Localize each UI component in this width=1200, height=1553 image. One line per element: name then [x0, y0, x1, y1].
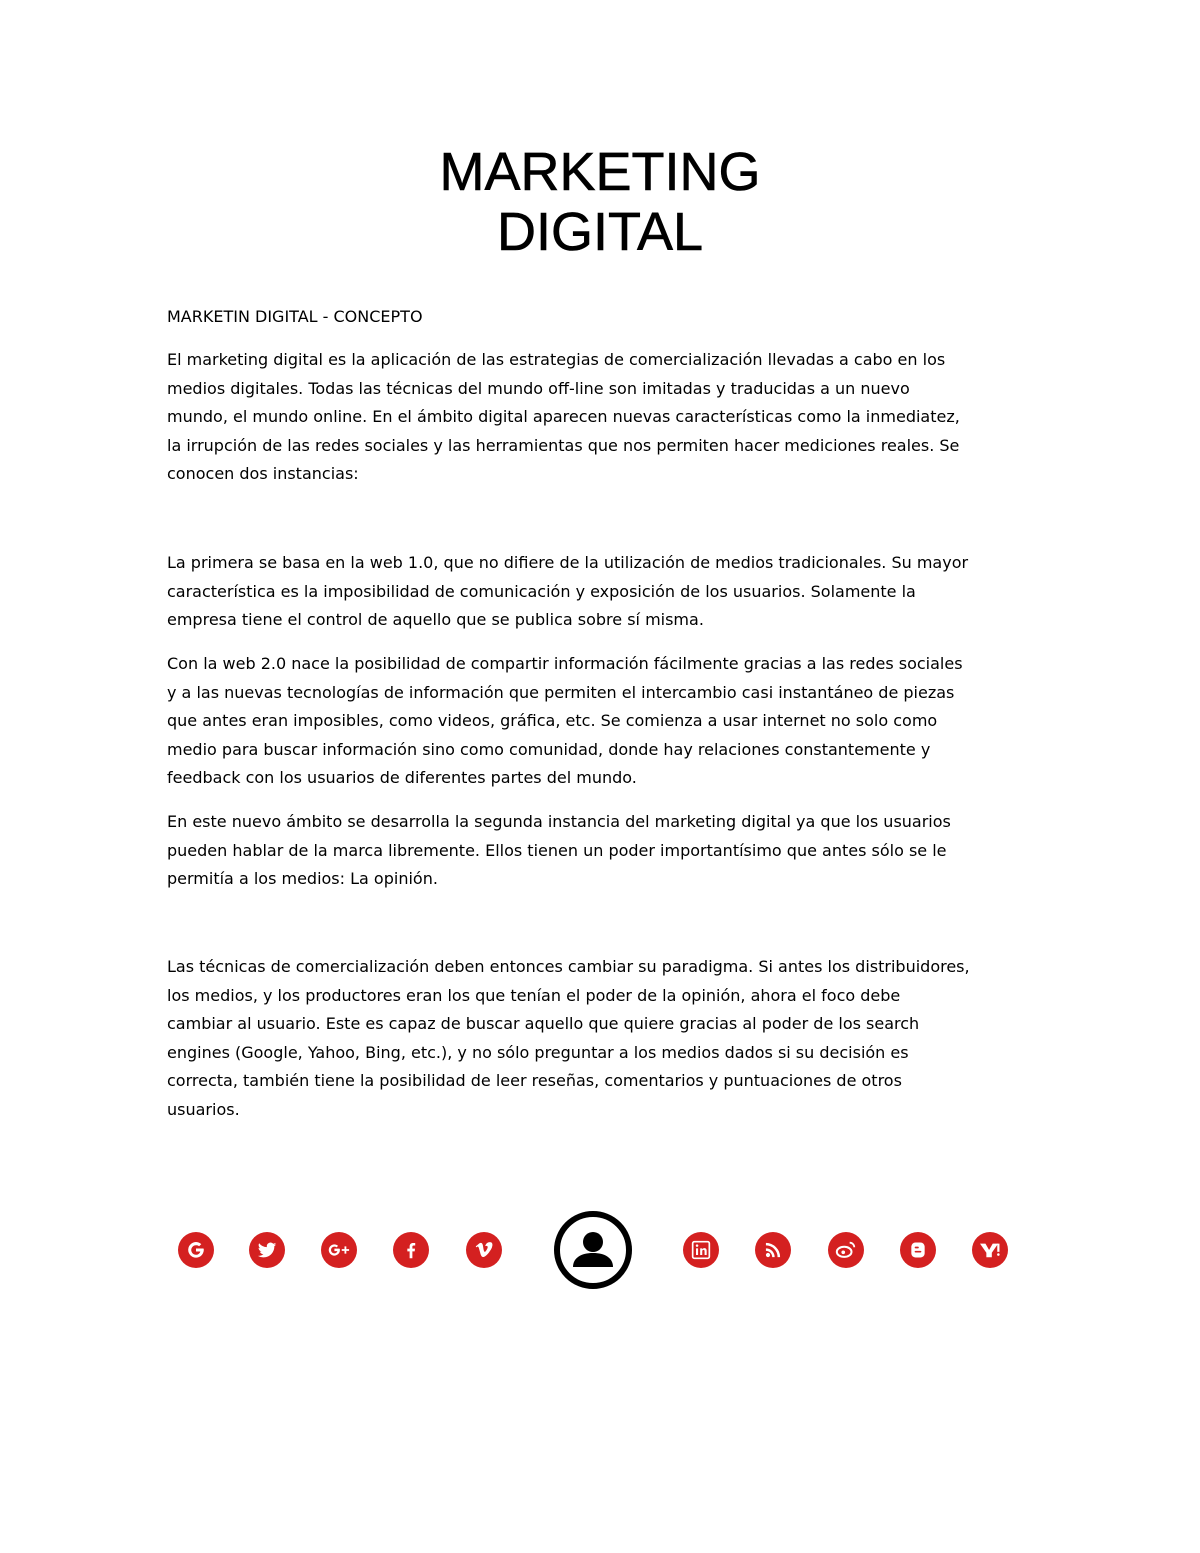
page-title [0, 142, 1200, 262]
heading-text: MARKETIN DIGITAL - CONCEPTO [167, 307, 423, 326]
facebook-icon[interactable] [393, 1232, 429, 1268]
blogger-icon[interactable] [900, 1232, 936, 1268]
paragraph-line: correcta, también tiene la posibilidad de leer reseñas, comentarios y puntuaciones de otros [167, 1071, 902, 1091]
paragraph-line: medios digitales. Todas las técnicas del mundo off-line son imitadas y traducidas a un nuevo [167, 378, 910, 398]
paragraph-line: feedback con los usuarios de diferentes partes del mundo. [167, 768, 637, 788]
paragraph-line: cambiar al usuario. Este es capaz de buscar aquello que quiere gracias al poder de los search [167, 1014, 920, 1034]
yahoo-icon[interactable] [972, 1232, 1008, 1268]
paragraph-line: mundo, el mundo online. En el ámbito digital aparecen nuevas características como la inmediatez, [167, 407, 960, 427]
twitter-icon[interactable] [249, 1232, 285, 1268]
title-line-2: DIGITAL [496, 202, 704, 262]
vimeo-icon[interactable] [466, 1232, 502, 1268]
paragraph-line: la irrupción de las redes sociales y las herramientas que nos permiten hacer mediciones reales. Se [167, 435, 960, 455]
paragraph-line: permitía a los medios: La opinión. [167, 869, 438, 889]
paragraph-line: los medios, y los productores eran los que tenían el poder de la opinión, ahora el foco debe [167, 985, 901, 1005]
paragraph-line: medio para buscar información sino como comunidad, donde hay relaciones constantemente y [167, 739, 931, 759]
paragraph-line: Con la web 2.0 nace la posibilidad de compartir información fácilmente gracias a las redes sociales [167, 654, 963, 673]
paragraph-line: El marketing digital es la aplicación de las estrategias de comercialización llevadas a cabo en los [167, 350, 946, 369]
paragraph-line: engines (Google, Yahoo, Bing, etc.), y no sólo preguntar a los medios dados si su decisión es [167, 1042, 909, 1062]
paragraph-line: y a las nuevas tecnologías de información que permiten el intercambio casi instantáneo de piezas [167, 682, 955, 702]
paragraph-line: En este nuevo ámbito se desarrolla la segunda instancia del marketing digital ya que los usuarios [167, 812, 951, 831]
paragraph-line: Las técnicas de comercialización deben entonces cambiar su paradigma. Si antes los distribuidores, [167, 957, 970, 976]
paragraph-line: empresa tiene el control de aquello que se publica sobre sí misma. [167, 610, 704, 630]
linkedin-icon[interactable] [683, 1232, 719, 1268]
paragraph-3 [167, 650, 1067, 793]
google-icon[interactable] [178, 1232, 214, 1268]
paragraph-line: La primera se basa en la web 1.0, que no difiere de la utilización de medios tradicionales. Su mayor [167, 553, 969, 572]
paragraph-line: usuarios. [167, 1099, 240, 1119]
paragraph-line: pueden hablar de la marca libremente. Ellos tienen un poder importantísimo que antes sólo se le [167, 840, 947, 860]
social-icon-row [0, 1210, 1200, 1290]
rss-icon[interactable] [755, 1232, 791, 1268]
paragraph-1 [167, 346, 1067, 489]
paragraph-line: que antes eran imposibles, como videos, gráfica, etc. Se comienza a usar internet no solo como [167, 711, 938, 731]
paragraph-line: característica es la imposibilidad de comunicación y exposición de los usuarios. Solamente la [167, 581, 916, 601]
title-line-1: MARKETING [439, 142, 761, 202]
section-heading [167, 303, 1067, 332]
user-icon[interactable] [553, 1210, 633, 1290]
paragraph-2 [167, 549, 1067, 635]
google-plus-icon[interactable] [321, 1232, 357, 1268]
paragraph-4 [167, 808, 1067, 894]
paragraph-line: conocen dos instancias: [167, 464, 359, 484]
paragraph-5 [167, 953, 1067, 1125]
weibo-icon[interactable] [828, 1232, 864, 1268]
